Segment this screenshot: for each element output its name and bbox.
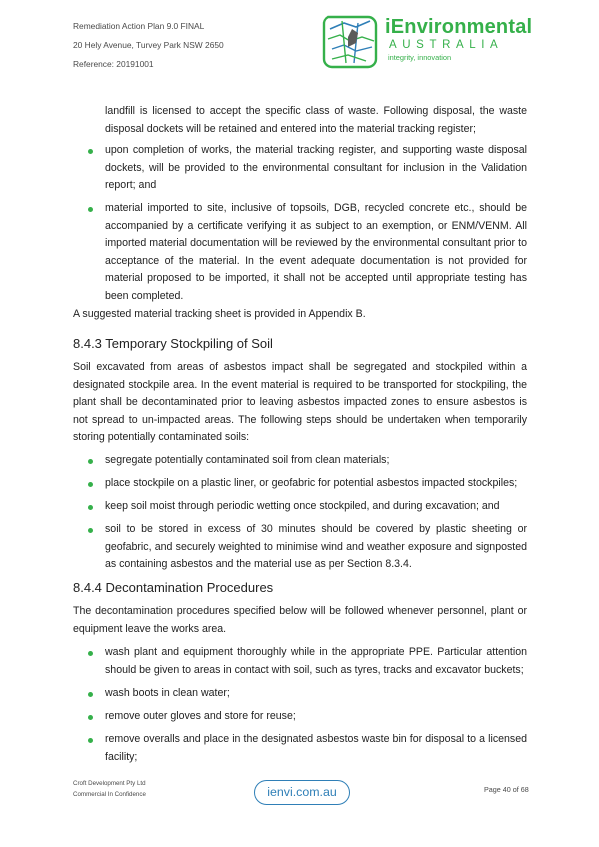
bullet-marker <box>88 482 93 487</box>
list-item: soil to be stored in excess of 30 minutes should be covered by plastic sheeting or geofabric, and securely weighted to minimise wind and weather exposure and signposted as containing asbestos and the material use as per Section 8.3.4. <box>105 523 527 571</box>
list-item: wash boots in clean water; <box>105 687 230 699</box>
bullet-marker <box>88 459 93 464</box>
logo-tagline: integrity, innovation <box>388 53 452 62</box>
logo-brand: iEnvironmental <box>385 16 533 38</box>
footer-confidentiality: Commercial In Confidence <box>73 791 146 798</box>
list-item: remove overalls and place in the designated asbestos waste bin for disposal to a licensed facility; <box>105 733 527 763</box>
section-heading: 8.4.4 Decontamination Procedures <box>73 580 274 595</box>
list-item: remove outer gloves and store for reuse; <box>105 710 296 722</box>
bullet-marker <box>88 715 93 720</box>
logo-country: AUSTRALIA <box>389 39 504 51</box>
company-logo <box>385 16 532 63</box>
bullet-marker <box>88 738 93 743</box>
bullet-marker <box>88 528 93 533</box>
website-link[interactable]: ienvi.com.au <box>254 780 350 805</box>
header-reference: Reference: 20191001 <box>73 59 154 69</box>
appendix-note: A suggested material tracking sheet is provided in Appendix B. <box>73 308 366 320</box>
section-intro: Soil excavated from areas of asbestos impact shall be segregated and stockpiled within a designated stockpile area. In the event material is required to be transported for stockpiling, the plant shall be decontaminated prior to leaving asbestos impacted zones to ensure asbestos is not spread to un-impacted areas. The following steps should be undertaken when temporarily storing potentially contaminated soils: <box>73 361 527 444</box>
document-footer <box>73 778 146 800</box>
section-intro: The decontamination procedures specified below will be followed whenever personnel, plant or equipment leave the works area. <box>73 605 527 635</box>
list-item: keep soil moist through periodic wetting once stockpiled, and during excavation; and <box>105 500 500 512</box>
continuation-paragraph: landfill is licensed to accept the specific class of waste. Following disposal, the waste disposal dockets will be retained and entered into the material tracking register; <box>105 105 527 135</box>
header-title: Remediation Action Plan 9.0 FINAL <box>73 21 205 31</box>
list-item: material imported to site, inclusive of topsoils, DGB, recycled concrete etc., should be accompanied by a certificate verifying it as subject to an exemption, or ENM/VENM. All imported material documentation will be reviewed by the environmental consultant prior to acceptance of the material. In the event adequate documentation is not provided for material proposed to be imported, it shall not be accepted until appropriate testing has been completed. <box>105 202 527 302</box>
bullet-marker <box>88 692 93 697</box>
bullet-marker <box>88 149 93 154</box>
document-header <box>73 17 224 74</box>
footer-company: Croft Development Pty Ltd <box>73 780 146 787</box>
company-logo-icon <box>322 15 380 69</box>
list-item: upon completion of works, the material tracking register, and supporting waste disposal dockets, will be provided to the environmental consultant for inclusion in the Validation report; and <box>105 144 527 192</box>
page-number: Page 40 of 68 <box>484 785 529 794</box>
header-address: 20 Hely Avenue, Turvey Park NSW 2650 <box>73 40 224 50</box>
bullet-marker <box>88 651 93 656</box>
bullet-marker <box>88 207 93 212</box>
list-item: place stockpile on a plastic liner, or geofabric for potential asbestos impacted stockpiles; <box>105 477 518 489</box>
section-heading: 8.4.3 Temporary Stockpiling of Soil <box>73 336 273 351</box>
list-item: segregate potentially contaminated soil from clean materials; <box>105 454 390 466</box>
bullet-marker <box>88 505 93 510</box>
list-item: wash plant and equipment thoroughly while in the appropriate PPE. Particular attention should be given to areas in contact with soil, such as tyres, tracks and excavator buckets; <box>105 646 527 676</box>
